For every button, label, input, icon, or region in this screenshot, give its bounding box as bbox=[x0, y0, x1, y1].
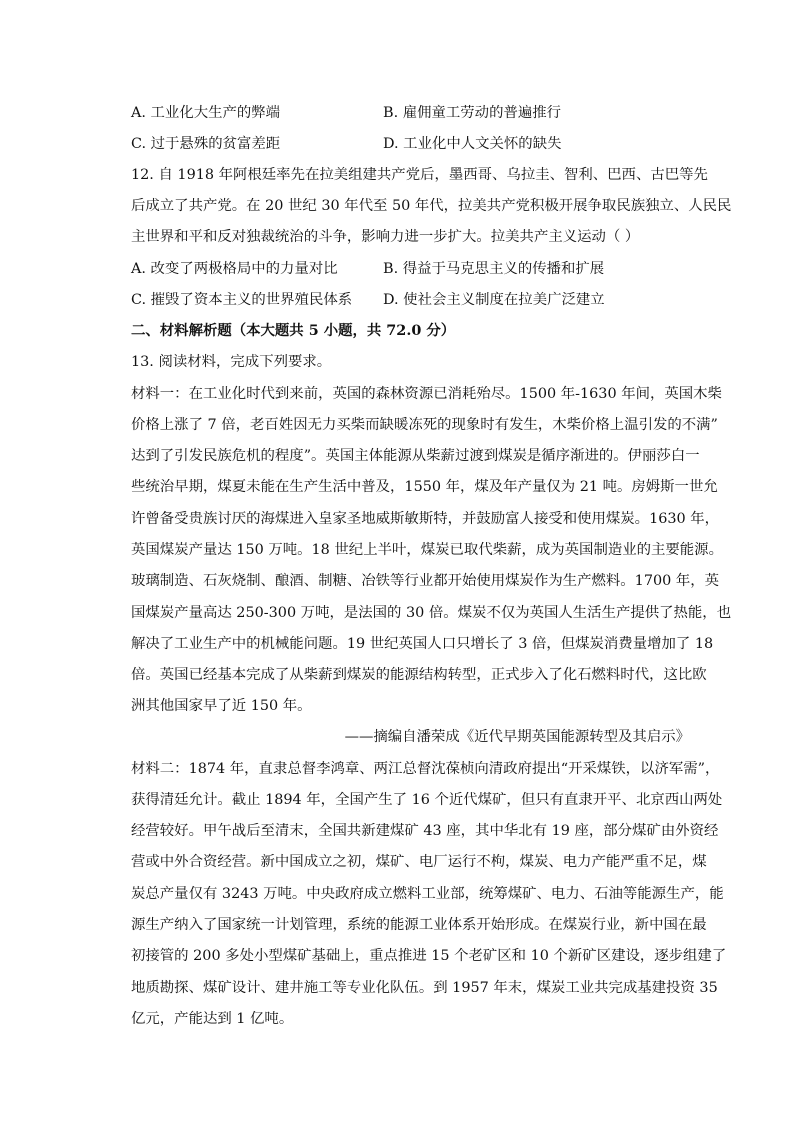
material1-line: 国煤炭产量高达 250-300 万吨，是法国的 30 倍。煤炭不仅为英国人生活生产提供了热能，也 bbox=[131, 605, 732, 621]
material2-line: 经营较好。甲午战后至清末，全国共新建煤矿 43 座，其中华北有 19 座，部分煤矿由外资经 bbox=[131, 823, 719, 839]
material2-line: 亿元，产能达到 1 亿吨。 bbox=[131, 1011, 294, 1027]
material2-line: 获得清廷允计。截止 1894 年，全国产生了 16 个近代煤矿，但只有直隶开平、北京西山两处 bbox=[131, 792, 723, 808]
material1-line: 玻璃制造、石灰烧制、酿酒、制糖、冶铁等行业都开始使用煤炭作为生产燃料。1700 年，英 bbox=[131, 573, 720, 589]
material1-line: 洲其他国家早了近 150 年。 bbox=[131, 698, 312, 714]
material2-line: 炭总产量仅有 3243 万吨。中央政府成立燃料工业部，统筹煤矿、电力、石油等能源生产，能 bbox=[131, 886, 724, 902]
q12-option-b: B. 得益于马克思主义的传播和扩展 bbox=[383, 261, 605, 277]
material1-line: 倍。英国已经基本完成了从柴薪到煤炭的能源结构转型，正式步入了化石燃料时代，这比欧 bbox=[131, 667, 707, 683]
q11-option-c: C. 过于悬殊的贫富差距 bbox=[131, 136, 281, 152]
material1-line: 许曾备受贵族讨厌的海煤进入皇家圣地威斯敏斯特，并鼓励富人接受和使用煤炭。1630 年， bbox=[131, 511, 720, 527]
material2-line: 营或中外合资经营。新中国成立之初，煤矿、电厂运行不枸，煤炭、电力产能严重不足，煤 bbox=[131, 854, 707, 870]
material2-line: 材料二：1874 年，直隶总督李鸿章、两江总督沈葆桢向清政府提出“开采煤铁，以济军需”， bbox=[131, 761, 720, 777]
q11-option-a: A. 工业化大生产的弊端 bbox=[131, 105, 281, 121]
material2-line: 初接管的 200 多处小型煤矿基础上，重点推进 15 个老矿区和 10 个新矿区建设，逐步组建了 bbox=[131, 948, 727, 964]
q12-stem-line: 后成立了共产党。在 20 世纪 30 年代至 50 年代，拉美共产党积极开展争取民族独立、人民民 bbox=[131, 198, 732, 214]
q12-option-d: D. 使社会主义制度在拉美广泛建立 bbox=[383, 292, 605, 308]
material1-line: 些统治早期，煤夏未能在生产生活中普及，1550 年，煤及年产量仅为 21 吨。房姆斯一世允 bbox=[131, 479, 718, 495]
q12-option-c: C. 摧毁了资本主义的世界殖民体系 bbox=[131, 292, 353, 308]
q12-stem-line: 主世界和平和反对独裁统治的斗争，影响力进一步扩大。拉美共产主义运动（ ） bbox=[131, 229, 640, 245]
q13-prompt: 13. 阅读材料，完成下列要求。 bbox=[131, 354, 332, 370]
material1-line: 解决了工业生产中的机械能问题。19 世纪英国人口只增长了 3 倍，但煤炭消费量增加了 18 bbox=[131, 636, 714, 652]
material2-line: 源生产纳入了国家统一计划管理，系统的能源工业体系开始形成。在煤炭行业，新中国在最 bbox=[131, 917, 707, 933]
q12-option-a: A. 改变了两极格局中的力量对比 bbox=[131, 261, 338, 277]
material1-line: 价格上涨了 7 倍，老百姓因无力买柴而缺暖冻死的现象时有发生，木柴价格上温引发的不满” bbox=[131, 417, 718, 433]
material1-line: 达到了引发民族危机的程度”。英国主体能源从柴薪过渡到煤炭是循序渐进的。伊丽莎白一 bbox=[131, 448, 700, 464]
material1-line: 材料一：在工业化时代到来前，英国的森林资源已消耗殆尽。1500 年-1630 年间，英国木柴 bbox=[131, 386, 722, 402]
q12-stem-line: 12. 自 1918 年阿根廷率先在拉美组建共产党后，墨西哥、乌拉圭、智利、巴西、古巴等先 bbox=[131, 167, 708, 183]
q11-option-b: B. 雇佣童工劳动的普遍推行 bbox=[383, 105, 562, 121]
section-heading: 二、材料解析题（本大题共 5 小题，共 72.0 分） bbox=[131, 322, 456, 339]
q11-option-d: D. 工业化中人文关怀的缺失 bbox=[383, 136, 562, 152]
material1-line: 英国煤炭产量达 150 万吨。18 世纪上半叶，煤炭已取代柴薪，成为英国制造业的主要能源。 bbox=[131, 542, 723, 558]
material2-line: 地质勘探、煤矿设计、建井施工等专业化队伍。到 1957 年末，煤炭工业共完成基建投资 35 bbox=[131, 980, 718, 996]
material1-source: ——摘编自潘荣成《近代早期英国能源转型及其启示》 bbox=[344, 729, 690, 745]
